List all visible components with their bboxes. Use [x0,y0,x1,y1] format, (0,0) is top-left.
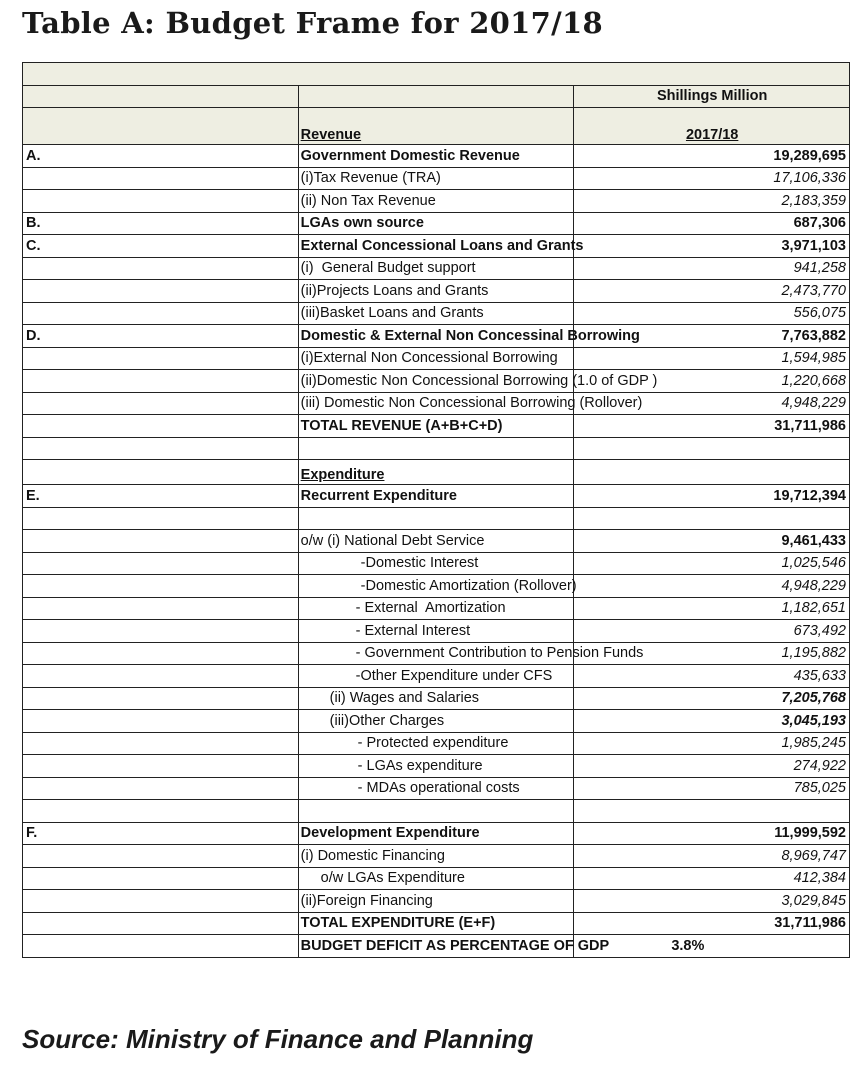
row-label: -Domestic Interest [298,552,574,575]
table-cell [23,732,299,755]
table-row [23,190,850,213]
table-cell [23,575,299,598]
row-value: 1,985,245 [574,732,850,755]
row-label: (i) General Budget support [298,257,574,280]
row-label: (iii)Other Charges [298,710,574,733]
table-row [23,890,850,913]
row-code [23,167,299,190]
source-note: Source: Ministry of Finance and Planning [22,1024,534,1054]
row-code [23,415,299,438]
budget-table [22,62,850,958]
table-row [23,437,850,460]
row-value: 673,492 [574,620,850,643]
row-value: 556,075 [574,302,850,325]
total-expenditure-label: TOTAL EXPENDITURE (E+F) [298,912,574,935]
table-row [23,370,850,393]
row-value: 3,029,845 [574,890,850,913]
row-code [23,302,299,325]
row-code: A. [23,145,299,168]
table-row [23,822,850,845]
table-row [23,867,850,890]
table-row [23,485,850,508]
table-cell [23,530,299,553]
table-cell [23,845,299,868]
row-value: 435,633 [574,665,850,688]
table-row [23,325,850,348]
table-cell [23,108,299,145]
revenue-heading: Revenue [298,108,574,145]
row-label: (ii)Foreign Financing [298,890,574,913]
row-label: (iii) Domestic Non Concessional Borrowing (Rollover) [298,392,574,415]
table-cell [298,800,574,823]
table-title: Table A: Budget Frame for 2017/18 [22,6,603,40]
table-cell [23,755,299,778]
row-label: - Government Contribution to Pension Funds [298,642,574,665]
row-value: 785,025 [574,777,850,800]
table-row [23,665,850,688]
table-cell [298,85,574,108]
table-row [23,777,850,800]
table-cell [23,597,299,620]
row-label: o/w (i) National Debt Service [298,530,574,553]
table-cell [298,507,574,530]
table-cell [23,890,299,913]
row-label: - External Interest [298,620,574,643]
table-row [23,145,850,168]
table-row [23,257,850,280]
table-row [23,845,850,868]
row-label: Recurrent Expenditure [298,485,574,508]
row-label: - Protected expenditure [298,732,574,755]
row-value: 7,763,882 [574,325,850,348]
table-cell [23,507,299,530]
table-row [23,800,850,823]
row-code: E. [23,485,299,508]
table-cell [23,437,299,460]
table-cell [23,642,299,665]
row-label: Government Domestic Revenue [298,145,574,168]
row-label: - LGAs expenditure [298,755,574,778]
row-label: LGAs own source [298,212,574,235]
table-row [23,552,850,575]
table-cell [23,710,299,733]
row-label: Development Expenditure [298,822,574,845]
row-code [23,392,299,415]
row-code [23,347,299,370]
table-cell [574,507,850,530]
row-label: (i) Domestic Financing [298,845,574,868]
table-row [23,392,850,415]
table-row [23,642,850,665]
row-value: 19,289,695 [574,145,850,168]
table-row [23,507,850,530]
row-label: (ii) Wages and Salaries [298,687,574,710]
row-value: 11,999,592 [574,822,850,845]
table-row [23,710,850,733]
table-row [23,620,850,643]
table-row [23,935,850,958]
table-row [23,912,850,935]
table-cell [23,867,299,890]
row-value: 17,106,336 [574,167,850,190]
deficit-value: 3.8% [574,935,850,958]
row-value: 4,948,229 [574,392,850,415]
row-value: 1,594,985 [574,347,850,370]
table-cell [574,800,850,823]
table-cell [23,800,299,823]
row-value: 941,258 [574,257,850,280]
row-code [23,257,299,280]
row-label: External Concessional Loans and Grants [298,235,574,258]
table-cell [23,935,299,958]
table-row [23,302,850,325]
table-cell [23,460,299,485]
total-revenue-value: 31,711,986 [574,415,850,438]
row-value: 4,948,229 [574,575,850,598]
row-code [23,190,299,213]
table-cell [23,620,299,643]
table-cell [574,437,850,460]
row-label: o/w LGAs Expenditure [298,867,574,890]
row-value: 3,971,103 [574,235,850,258]
table-row [23,597,850,620]
total-revenue-label: TOTAL REVENUE (A+B+C+D) [298,415,574,438]
table-row [23,167,850,190]
table-cell [23,85,299,108]
deficit-label: BUDGET DEFICIT AS PERCENTAGE OF GDP [298,935,574,958]
row-value: 2,183,359 [574,190,850,213]
table-row [23,732,850,755]
row-value: 19,712,394 [574,485,850,508]
table-row [23,530,850,553]
row-label: - MDAs operational costs [298,777,574,800]
table-cell [23,912,299,935]
row-value: 8,969,747 [574,845,850,868]
row-label: -Other Expenditure under CFS [298,665,574,688]
table-row [23,755,850,778]
row-value: 7,205,768 [574,687,850,710]
table-row [23,235,850,258]
row-label: -Domestic Amortization (Rollover) [298,575,574,598]
row-value: 1,025,546 [574,552,850,575]
row-label: (ii) Non Tax Revenue [298,190,574,213]
row-value: 274,922 [574,755,850,778]
row-value: 1,182,651 [574,597,850,620]
row-value: 3,045,193 [574,710,850,733]
table-cell [23,552,299,575]
table-row [23,63,850,86]
table-row [23,687,850,710]
row-value: 9,461,433 [574,530,850,553]
table-row [23,85,850,108]
row-code: F. [23,822,299,845]
row-code [23,370,299,393]
row-value: 687,306 [574,212,850,235]
row-label: (ii)Domestic Non Concessional Borrowing (1.0 of GDP ) [298,370,574,393]
row-label: (i)Tax Revenue (TRA) [298,167,574,190]
table-row [23,460,850,485]
year-header: 2017/18 [574,108,850,145]
row-value: 412,384 [574,867,850,890]
expenditure-heading: Expenditure [298,460,574,485]
row-code: C. [23,235,299,258]
table-cell [574,460,850,485]
row-label: (ii)Projects Loans and Grants [298,280,574,303]
total-expenditure-value: 31,711,986 [574,912,850,935]
unit-header: Shillings Million [574,85,850,108]
row-label: (iii)Basket Loans and Grants [298,302,574,325]
row-value: 2,473,770 [574,280,850,303]
row-label: Domestic & External Non Concessinal Borrowing [298,325,574,348]
row-value: 1,195,882 [574,642,850,665]
table-cell [23,63,850,86]
table-cell [298,437,574,460]
table-row [23,108,850,145]
row-value: 1,220,668 [574,370,850,393]
row-label: - External Amortization [298,597,574,620]
row-code: D. [23,325,299,348]
table-cell [23,687,299,710]
table-row [23,575,850,598]
row-label: (i)External Non Concessional Borrowing [298,347,574,370]
table-row [23,212,850,235]
row-code: B. [23,212,299,235]
table-row [23,280,850,303]
table-cell [23,665,299,688]
table-row [23,347,850,370]
row-code [23,280,299,303]
table-cell [23,777,299,800]
table-row [23,415,850,438]
